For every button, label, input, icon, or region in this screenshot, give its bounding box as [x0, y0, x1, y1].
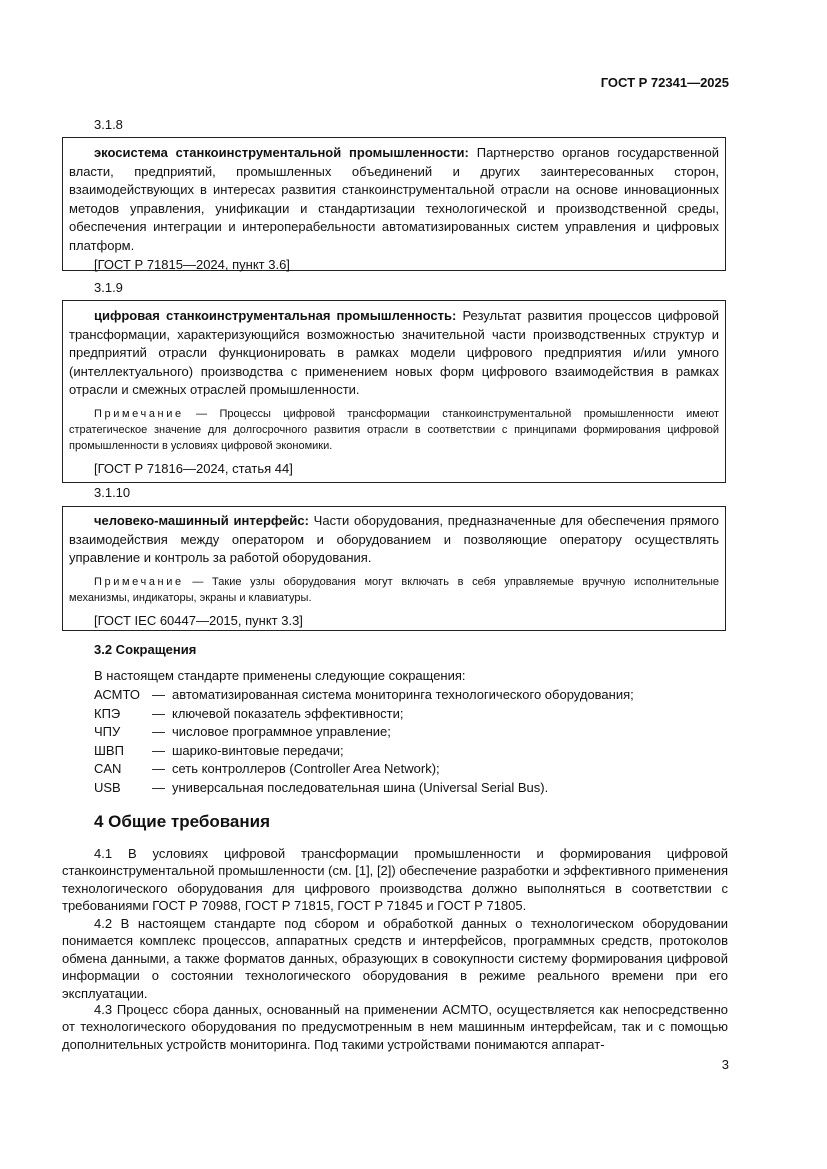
paragraph: 4.2 В настоящем стандарте под сбором и обработкой данных о технологическом оборудовании понимается комплекс процессов, аппаратных средств и интерфейсов, программных средств, протоколов обмена данными, а также форматов данных, образующих в совокупности систему формирования цифровой информации о состоянии технологического оборудования в режиме реального времени при его эксплуатации.: [62, 916, 728, 1001]
note-label: Примечание: [94, 407, 184, 420]
term-source: [ГОСТ Р 71815—2024, пункт 3.6]: [94, 256, 290, 272]
chapter-heading: 4 Общие требования: [94, 812, 271, 831]
page-number: 3: [721, 1057, 729, 1072]
abbreviations-intro: В настоящем стандарте применены следующие сокращения:: [94, 668, 466, 683]
paragraph: 4.1 В условиях цифровой трансформации промышленности и формирования цифровой станкоинструментальной промышленности (см. [1], [2]) обеспечение разработки и эффективного применения технологического оборудования для цифрового производства должно выполняться в соответствии с требованиями ГОСТ Р 70988, ГОСТ Р 71815, ГОСТ Р 71845 и ГОСТ Р 71805.: [62, 846, 728, 914]
term-title: человеко-машинный интерфейс:: [94, 513, 309, 528]
abbreviation-row: [94, 705, 734, 724]
term-source: [ГОСТ Р 71816—2024, статья 44]: [94, 460, 293, 476]
abbreviation-code: USB: [94, 779, 121, 795]
abbreviation-row: [94, 779, 734, 798]
note-text: — Такие узлы оборудования могут включать в себя управляемые вручную исполнительные механизмы, индикаторы, экраны и клавиатуры.: [69, 575, 719, 604]
note-text: — Процессы цифровой трансформации станкоинструментальной промышленности имеют стратегическое значение для долгосрочного развития отрасли в соответствии с принципами формирования цифровой промышленности в условиях цифровой экономики.: [69, 407, 719, 452]
abbreviation-text: числовое программное управление;: [172, 724, 391, 740]
definition-text: Партнерство органов государственной власти, предприятий, промышленных объединений и других заинтересованных сторон, взаимодействующих в интересах развития станкоинструментальной отрасли на основе инновационных методов управления, унификации и стандартизации технологической и производственной среды, обеспечения интеграции и интероперабельности автоматизированных систем управления и цифровых платформ.: [69, 145, 720, 253]
definition-text: Части оборудования, предназначенные для обеспечения прямого взаимодействия между оператором и оборудованием и позволяющие оператору осуществлять управление и контроль за работой оборудования.: [69, 513, 719, 566]
abbreviation-text: универсальная последовательная шина (Universal Serial Bus).: [172, 779, 549, 795]
term-title: экосистема станкоинструментальной промышленности:: [94, 145, 469, 160]
term-definition: [69, 307, 719, 400]
abbreviation-dash: —: [152, 724, 165, 740]
note-label: Примечание: [94, 575, 184, 588]
abbreviation-text: сеть контроллеров (Controller Area Network);: [172, 761, 440, 777]
paragraph: 4.3 Процесс сбора данных, основанный на применении АСМТО, осуществляется как непосредственно от технологического оборудования по предусмотренным в нем машинным интерфейсам, так и с помощью дополнительных устройств мониторинга. Под такими устройствами понимаются аппарат-: [62, 1002, 728, 1052]
abbreviation-text: ключевой показатель эффективности;: [172, 705, 404, 721]
term-note: [69, 406, 719, 454]
abbreviation-row: [94, 723, 734, 742]
term-note: [69, 574, 719, 606]
term-box: [62, 506, 726, 631]
term-definition: [69, 144, 719, 256]
definition-text: Результат развития процессов цифровой трансформации, характеризующийся возможностью значительной части производственных структур и предприятий отрасли функционировать в рамках модели цифрового предприятия и/или умного (интеллектуального) производства с применением новых форм цифрового взаимодействия в рамках отрасли и смежных отраслей промышленности.: [69, 308, 719, 398]
abbreviation-text: автоматизированная система мониторинга технологического оборудования;: [172, 687, 634, 702]
abbreviation-dash: —: [152, 779, 165, 795]
abbreviations-list: [94, 686, 734, 798]
abbreviation-row: [94, 760, 734, 779]
term-box: [62, 137, 726, 271]
term-title: цифровая станкоинструментальная промышленность:: [94, 308, 457, 323]
abbreviation-dash: —: [152, 687, 165, 702]
term-number: 3.1.10: [94, 485, 131, 500]
abbreviation-code: CAN: [94, 761, 122, 777]
term-number: 3.1.8: [94, 117, 123, 132]
abbreviation-dash: —: [152, 761, 165, 777]
abbreviation-code: КПЭ: [94, 705, 121, 721]
term-definition: [69, 512, 719, 568]
abbreviation-code: ЧПУ: [94, 724, 121, 740]
abbreviation-row: [94, 742, 734, 761]
abbreviation-dash: —: [152, 705, 165, 721]
document-header: ГОСТ Р 72341—2025: [600, 75, 729, 90]
term-number: 3.1.9: [94, 280, 123, 295]
abbreviation-code: ШВП: [94, 742, 124, 758]
term-source: [ГОСТ IEC 60447—2015, пункт 3.3]: [94, 612, 303, 628]
abbreviation-dash: —: [152, 742, 165, 758]
term-box: [62, 300, 726, 483]
abbreviation-row: [94, 686, 734, 705]
section-heading: 3.2 Сокращения: [94, 642, 197, 657]
abbreviation-code: АСМТО: [94, 687, 140, 702]
abbreviation-text: шарико-винтовые передачи;: [172, 742, 344, 758]
